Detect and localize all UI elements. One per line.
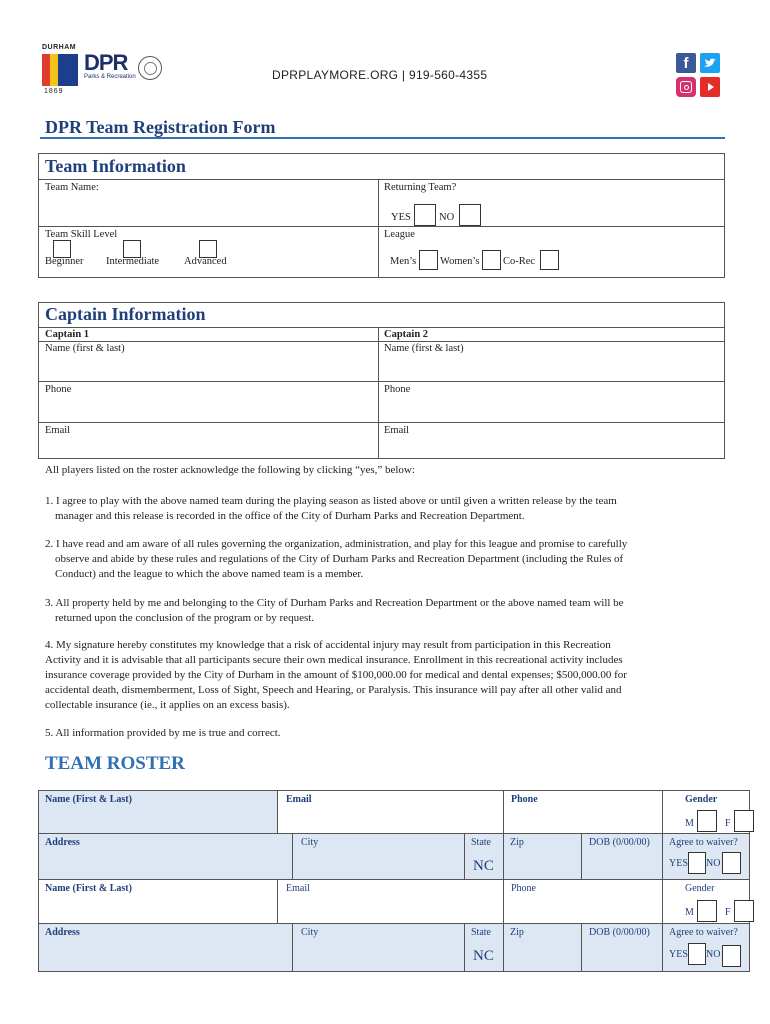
roster1-waiver-no-label: NO: [706, 858, 721, 869]
returning-yes-checkbox[interactable]: [414, 204, 436, 226]
ack-intro: All players listed on the roster acknowledge the following by clicking “yes,” below:: [45, 464, 415, 476]
ack-item-4-line-e: collectable insurance (ie., it applies on an excess basis).: [45, 699, 290, 711]
league-label: League: [384, 229, 415, 240]
roster2-waiver-no-checkbox[interactable]: [722, 945, 741, 967]
ack-item-3: [45, 596, 725, 626]
captain-row-divider-1: [38, 381, 725, 382]
skill-advanced-label: Advanced: [184, 256, 227, 267]
ack-item-2-line-b: observe and abide by these rules and regulations of the City of Durham Parks and Recreation Department (including the Rules of: [55, 553, 624, 565]
ack-item-4-line-c: insurance coverage provided by the City of Durham in the amount of $100,000.00 for medical and dental expenses; $500,000.00 for: [45, 669, 627, 681]
roster2-dob-label: DOB (0/00/00): [589, 927, 650, 938]
team-info-heading: Team Information: [45, 156, 186, 176]
ack-item-4-line-d: accidental death, dismemberment, Loss of Sight, Speech and Hearing, or Paralysis. This insurance will pay after all other valid and: [45, 684, 622, 696]
roster1-waiver-yes-label: YES: [669, 858, 688, 869]
roster1-dob-label: DOB (0/00/00): [589, 837, 650, 848]
roster2-waiver-label: Agree to waiver?: [669, 927, 738, 938]
roster2-name-cell[interactable]: [38, 879, 278, 924]
captain1-name-label: Name (first & last): [45, 343, 125, 354]
ack-item-1: [45, 494, 725, 524]
league-corec-checkbox[interactable]: [540, 250, 559, 270]
ack-item-2-line-a: 2. I have read and am aware of all rules governing the organization, administration, and play for this league and promise to carefully: [45, 538, 628, 550]
roster1-name-cell[interactable]: [38, 790, 278, 834]
roster1-zip-label: Zip: [510, 837, 524, 848]
roster1-email-label: Email: [286, 794, 312, 805]
team-name-label: Team Name:: [45, 182, 99, 193]
facebook-icon[interactable]: f: [676, 53, 696, 73]
team-name-field[interactable]: [40, 196, 376, 224]
roster1-address-cell[interactable]: [38, 833, 293, 880]
ack-item-3-line-a: 3. All property held by me and belonging to the City of Durham Parks and Recreation Department or the above named team will be: [45, 597, 624, 609]
captain2-name-label: Name (first & last): [384, 343, 464, 354]
roster1-phone-cell[interactable]: [503, 790, 663, 834]
roster1-f-label: F: [725, 818, 731, 829]
team-info-row-divider: [38, 226, 725, 227]
roster2-gender-label: Gender: [685, 883, 715, 894]
logo-year: 1869: [44, 88, 64, 95]
captain-info-heading: Captain Information: [45, 304, 206, 324]
roster2-state-value: NC: [473, 948, 494, 964]
roster2-phone-label: Phone: [511, 883, 536, 894]
ack-item-2: [45, 537, 725, 582]
logo-durham-text: DURHAM: [42, 44, 77, 51]
logo-dpr-text: DPR: [84, 50, 128, 75]
roster2-waiver-yes-checkbox[interactable]: [688, 943, 706, 965]
captain2-name-field[interactable]: [380, 357, 723, 381]
captain-heading-divider: [38, 327, 725, 328]
skill-beginner-label: Beginner: [45, 256, 84, 267]
skill-level-label: Team Skill Level: [45, 229, 118, 240]
roster1-city-label: City: [301, 837, 319, 848]
roster1-name-label: Name (First & Last): [45, 794, 132, 805]
roster2-zip-cell[interactable]: [503, 923, 582, 972]
captain-mid-divider: [378, 327, 379, 459]
roster1-m-label: M: [685, 818, 694, 829]
roster2-state-cell[interactable]: [464, 923, 504, 972]
team-info-mid-divider: [378, 179, 379, 278]
roster1-waiver-no-checkbox[interactable]: [722, 852, 741, 874]
ack-item-4-line-b: Activity and it is advisable that all participants secure their own medical insurance. Enrollment in this recreational activity includes: [45, 654, 623, 666]
youtube-icon[interactable]: [700, 77, 720, 97]
roster1-f-checkbox[interactable]: [734, 810, 754, 832]
captain2-phone-field[interactable]: [380, 398, 723, 422]
team-info-heading-divider: [38, 179, 725, 180]
roster1-address-label: Address: [45, 837, 80, 848]
roster2-phone-cell[interactable]: [503, 879, 663, 924]
league-corec-label: Co-Rec: [503, 256, 536, 267]
roster1-city-cell[interactable]: [292, 833, 465, 880]
ack-item-5: 5. All information provided by me is true and correct.: [45, 727, 281, 739]
ack-item-4-line-a: 4. My signature hereby constitutes my knowledge that a risk of accidental injury may result from participation in this Recreation: [45, 639, 611, 651]
roster1-waiver-yes-checkbox[interactable]: [688, 852, 706, 874]
contact-line[interactable]: DPRPLAYMORE.ORG | 919-560-4355: [272, 68, 488, 82]
roster1-m-checkbox[interactable]: [697, 810, 717, 832]
captain2-label: Captain 2: [384, 329, 429, 340]
roster1-waiver-label: Agree to waiver?: [669, 837, 738, 848]
league-womens-checkbox[interactable]: [482, 250, 501, 270]
roster2-city-label: City: [301, 927, 319, 938]
league-womens-label: Women’s: [440, 256, 480, 267]
roster2-f-label: F: [725, 907, 731, 918]
roster2-dob-cell[interactable]: [581, 923, 663, 972]
roster2-city-cell[interactable]: [292, 923, 465, 972]
returning-yes-label: YES: [391, 212, 411, 223]
roster1-gender-label: Gender: [685, 794, 718, 805]
roster2-address-cell[interactable]: [38, 923, 293, 972]
logo-sub-text: Parks & Recreation: [84, 74, 136, 80]
title-underline: [40, 137, 725, 139]
roster1-state-value: NC: [473, 858, 494, 874]
twitter-icon[interactable]: [700, 53, 720, 73]
instagram-icon[interactable]: [676, 77, 696, 97]
ack-item-1-line-b: manager and this release is recorded in the office of the City of Durham Parks and Recreation Department.: [55, 510, 525, 522]
roster2-name-label: Name (First & Last): [45, 883, 132, 894]
roster2-waiver-yes-label: YES: [669, 949, 688, 960]
captain-subheading-divider: [38, 341, 725, 342]
roster1-zip-cell[interactable]: [503, 833, 582, 880]
captain2-phone-label: Phone: [384, 384, 411, 395]
league-mens-label: Men’s: [390, 256, 417, 267]
captain2-email-field[interactable]: [380, 439, 723, 457]
league-mens-checkbox[interactable]: [419, 250, 438, 270]
returning-no-label: NO: [439, 212, 455, 223]
roster1-email-cell[interactable]: [277, 790, 504, 834]
roster2-email-label: Email: [286, 883, 310, 894]
roster2-waiver-no-label: NO: [706, 949, 721, 960]
ack-item-2-line-c: Conduct) and the league to which the above named team is a member.: [55, 568, 364, 580]
durham-logo: [42, 44, 80, 102]
roster2-email-cell[interactable]: [277, 879, 504, 924]
captain1-email-label: Email: [45, 425, 71, 436]
roster1-state-label: State: [471, 837, 491, 848]
roster2-zip-label: Zip: [510, 927, 524, 938]
captain1-name-field[interactable]: [40, 357, 376, 381]
returning-team-label: Returning Team?: [384, 182, 457, 193]
captain1-email-field[interactable]: [40, 439, 376, 457]
captain2-email-label: Email: [384, 425, 410, 436]
ack-item-4: [45, 638, 725, 713]
captain1-phone-label: Phone: [45, 384, 72, 395]
dpr-logo: [84, 52, 136, 86]
captain1-phone-field[interactable]: [40, 398, 376, 422]
ack-item-3-line-b: returned upon the conclusion of the program or by request.: [55, 612, 315, 624]
roster-heading: TEAM ROSTER: [45, 753, 185, 774]
roster2-state-label: State: [471, 927, 491, 938]
city-seal: [138, 56, 162, 80]
roster2-f-checkbox[interactable]: [734, 900, 754, 922]
skill-intermediate-label: Intermediate: [106, 256, 160, 267]
returning-no-checkbox[interactable]: [459, 204, 481, 226]
ack-item-1-line-a: 1. I agree to play with the above named team during the playing season as listed above or until given a written release by the team: [45, 495, 617, 507]
captain1-label: Captain 1: [45, 329, 90, 340]
roster2-m-checkbox[interactable]: [697, 900, 717, 922]
captain-row-divider-2: [38, 422, 725, 423]
roster1-dob-cell[interactable]: [581, 833, 663, 880]
form-title: DPR Team Registration Form: [45, 117, 276, 137]
roster1-phone-label: Phone: [511, 794, 538, 805]
roster1-state-cell[interactable]: [464, 833, 504, 880]
roster2-address-label: Address: [45, 927, 80, 938]
roster2-m-label: M: [685, 907, 694, 918]
logo-flag: [42, 54, 78, 86]
